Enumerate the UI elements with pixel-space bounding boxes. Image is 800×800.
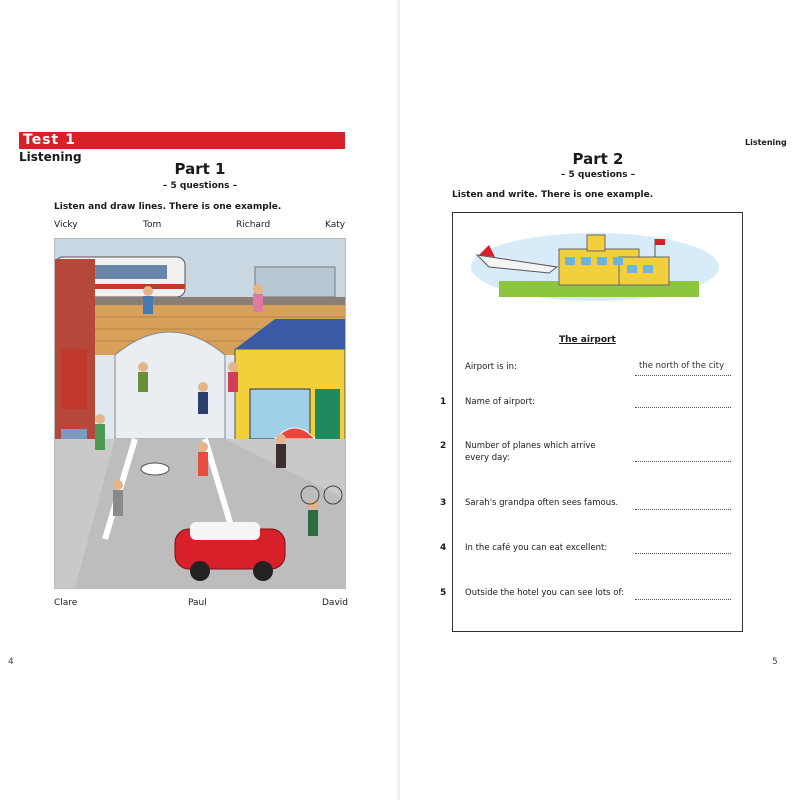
form-title: The airport — [559, 335, 616, 345]
street-scene-illustration — [54, 238, 346, 589]
name-clare: Clare — [54, 598, 78, 608]
q1-text: Name of airport: — [465, 397, 536, 407]
q5-text: Outside the hotel you can see lots of: — [465, 588, 625, 598]
q3-number: 3 — [440, 498, 447, 508]
example-label: Airport is in: — [465, 362, 517, 372]
name-paul: Paul — [188, 598, 207, 608]
airport-form — [440, 212, 743, 632]
q3-text: Sarah's grandpa often sees famous. — [465, 498, 619, 508]
page-number-left: 4 — [8, 657, 14, 667]
part2-instruction: Listen and write. There is one example. — [452, 190, 654, 200]
q1-answer-line[interactable] — [635, 407, 731, 408]
test-banner-label: Test 1 — [23, 132, 76, 148]
q4-number: 4 — [440, 543, 447, 553]
name-katy: Katy — [325, 220, 346, 230]
q2-answer-line[interactable] — [635, 461, 731, 462]
test-banner — [19, 132, 345, 149]
name-david: David — [322, 598, 348, 608]
q5-answer-line[interactable] — [635, 599, 731, 600]
q4-answer-line[interactable] — [635, 553, 731, 554]
example-answer-line — [635, 375, 731, 376]
q5-number: 5 — [440, 588, 447, 598]
q2-text: Number of planes which arrive every day: — [465, 441, 596, 463]
q1-number: 1 — [440, 397, 447, 407]
name-vicky: Vicky — [54, 220, 78, 230]
section-header: Listening — [745, 138, 787, 147]
name-tom: Tom — [143, 220, 162, 230]
airport-illustration — [469, 227, 721, 303]
part1-subtitle: – 5 questions – — [162, 181, 238, 191]
part2-title: Part 2 — [572, 150, 624, 168]
part1-instruction: Listen and draw lines. There is one example. — [54, 202, 282, 212]
left-page — [0, 0, 398, 800]
part1-title: Part 1 — [174, 160, 226, 178]
q3-answer-line[interactable] — [635, 509, 731, 510]
section-label: Listening — [19, 150, 82, 164]
q2-number: 2 — [440, 441, 447, 451]
page-number-right: 5 — [772, 657, 778, 667]
name-richard: Richard — [236, 220, 271, 230]
part2-subtitle: – 5 questions – — [560, 170, 636, 180]
q4-text: In the café you can eat excellent: — [465, 543, 608, 553]
example-answer: the north of the city — [639, 361, 725, 371]
